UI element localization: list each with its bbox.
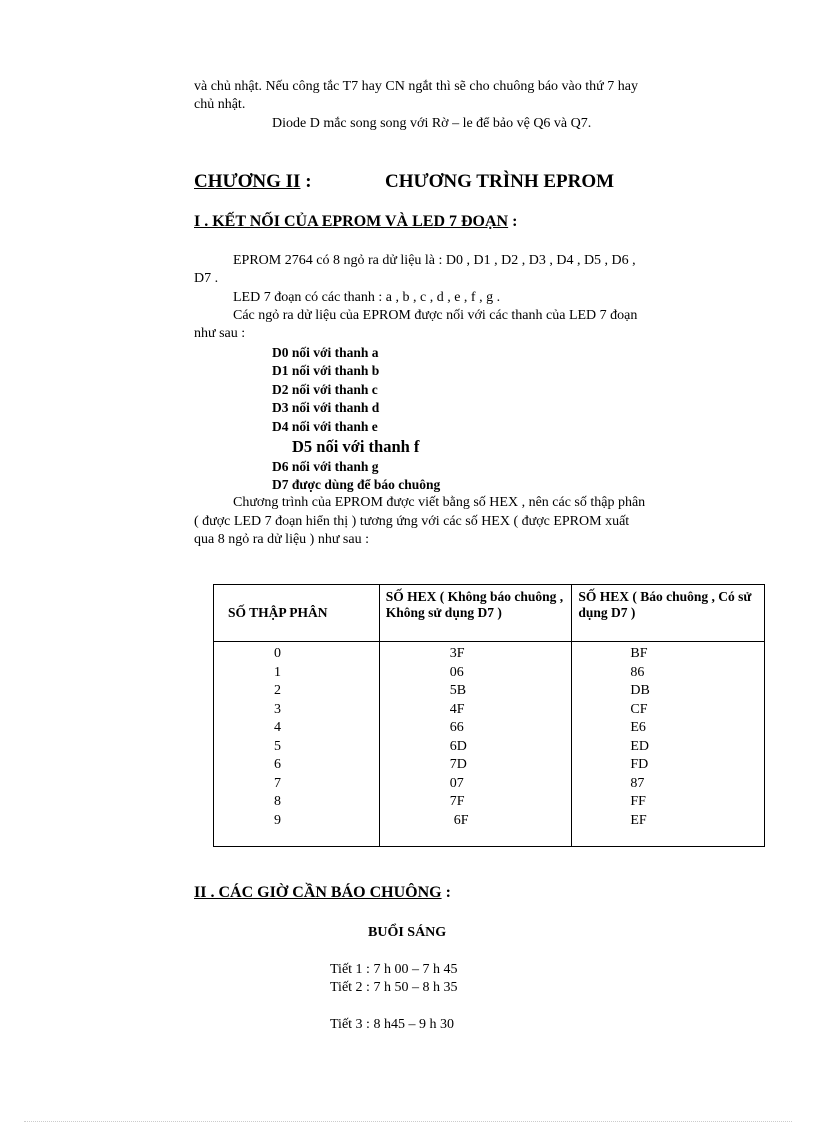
hex-bell-cell: E6 bbox=[630, 720, 646, 735]
header-decimal: SỐ THẬP PHÂN bbox=[214, 585, 380, 642]
mapping-d7: D7 được dùng để báo chuông bbox=[272, 477, 441, 492]
hex-no-bell-cell: 4F bbox=[449, 701, 465, 717]
hex-bell-cell: EF bbox=[630, 812, 647, 828]
period-3: Tiết 3 : 8 h45 – 9 h 30 bbox=[330, 1017, 454, 1032]
decimal-cell: 4 bbox=[274, 720, 281, 735]
decimal-cell: 6 bbox=[274, 757, 281, 772]
para-2: LED 7 đoạn có các thanh : a , b , c , d , e , f , g . bbox=[233, 290, 501, 305]
hex-bell-cell: ED bbox=[630, 738, 650, 754]
hex-bell-cell: BF bbox=[630, 646, 648, 661]
decimal-cell: 3 bbox=[274, 701, 281, 717]
decimal-cell: 2 bbox=[274, 683, 281, 698]
intro-line-1: và chủ nhật. Nếu công tắc T7 hay CN ngắt thì sẽ cho chuông báo vào thứ 7 hay bbox=[194, 79, 638, 94]
decimal-cell: 0 bbox=[274, 646, 281, 661]
page-bottom-divider bbox=[24, 1121, 792, 1122]
para-3-line-2: như sau : bbox=[194, 326, 246, 341]
intro-line-3: Diode D mắc song song với Rờ – le để bảo vệ Q6 và Q7. bbox=[272, 116, 592, 131]
hex-no-bell-cell: 66 bbox=[449, 720, 464, 735]
mapping-d4: D4 nối với thanh e bbox=[272, 419, 378, 434]
mapping-d5: D5 nối với thanh f bbox=[292, 437, 420, 456]
hex-no-bell-cell: 6D bbox=[449, 738, 467, 754]
decimal-cell: 1 bbox=[274, 664, 281, 680]
section-1-title: I . KẾT NỐI CỦA EPROM VÀ LED 7 ĐOẠN bbox=[194, 213, 509, 230]
para-3-line-1: Các ngỏ ra dử liệu của EPROM được nối với các thanh của LED 7 đoạn bbox=[233, 308, 638, 323]
section-2-colon: : bbox=[441, 884, 451, 901]
section-2-title: II . CÁC GIỜ CẦN BÁO CHUÔNG bbox=[194, 884, 442, 901]
hex-no-bell-cell: 7D bbox=[449, 757, 467, 772]
mapping-d1: D1 nối với thanh b bbox=[272, 363, 380, 378]
hex-no-bell-column bbox=[379, 642, 572, 847]
intro-line-2: chủ nhật. bbox=[194, 97, 246, 112]
para-1-line-2: D7 . bbox=[194, 271, 219, 286]
decimal-column bbox=[214, 642, 380, 847]
mapping-d6: D6 nối với thanh g bbox=[272, 459, 379, 474]
hex-no-bell-cell: 3F bbox=[449, 646, 465, 661]
hex-bell-cell: DB bbox=[630, 683, 650, 698]
hex-no-bell-cell: 6F bbox=[453, 812, 469, 828]
decimal-cell: 5 bbox=[274, 738, 281, 754]
para-4-line-3: qua 8 ngỏ ra dử liệu ) như sau : bbox=[194, 532, 369, 547]
hex-bell-cell: FF bbox=[630, 794, 646, 809]
hex-no-bell-cell: 06 bbox=[449, 664, 464, 680]
morning-subheading: BUỔI SÁNG bbox=[368, 925, 447, 940]
hex-conversion-table bbox=[213, 584, 765, 847]
chapter-title: CHƯƠNG TRÌNH EPROM bbox=[385, 171, 615, 192]
mapping-d2: D2 nối với thanh c bbox=[272, 382, 378, 397]
header-hex-bell: SỐ HEX ( Báo chuông , Có sử dụng D7 ) bbox=[572, 585, 765, 642]
decimal-cell: 9 bbox=[274, 812, 281, 828]
decimal-cell: 7 bbox=[274, 775, 281, 791]
section-2-heading bbox=[194, 883, 451, 903]
hex-bell-cell: 86 bbox=[630, 664, 645, 680]
header-hex-no-bell: SỐ HEX ( Không báo chuông , Không sử dụng D7 ) bbox=[379, 585, 572, 642]
chapter-heading bbox=[194, 170, 312, 194]
section-1-colon: : bbox=[508, 213, 518, 230]
hex-bell-column bbox=[572, 642, 765, 847]
para-4-line-2: ( được LED 7 đoạn hiển thị ) tương ứng với các số HEX ( được EPROM xuất bbox=[194, 514, 630, 529]
para-1-line-1: EPROM 2764 có 8 ngỏ ra dử liệu là : D0 , D1 , D2 , D3 , D4 , D5 , D6 , bbox=[233, 253, 636, 268]
hex-bell-cell: CF bbox=[630, 701, 648, 717]
period-2: Tiết 2 : 7 h 50 – 8 h 35 bbox=[330, 980, 458, 995]
hex-no-bell-cell: 5B bbox=[449, 683, 467, 698]
chapter-label: CHƯƠNG II bbox=[194, 171, 301, 192]
mapping-d3: D3 nối với thanh d bbox=[272, 400, 380, 415]
hex-no-bell-cell: 7F bbox=[449, 794, 465, 809]
hex-bell-cell: FD bbox=[630, 757, 649, 772]
hex-no-bell-cell: 07 bbox=[449, 775, 464, 791]
mapping-d0: D0 nối với thanh a bbox=[272, 345, 379, 360]
hex-bell-cell: 87 bbox=[630, 775, 645, 791]
decimal-cell: 8 bbox=[274, 794, 281, 809]
para-4-line-1: Chương trình của EPROM được viết bằng số HEX , nên các số thập phân bbox=[233, 495, 646, 510]
section-1-heading bbox=[194, 212, 517, 232]
chapter-colon: : bbox=[300, 171, 312, 192]
period-1: Tiết 1 : 7 h 00 – 7 h 45 bbox=[330, 962, 458, 977]
